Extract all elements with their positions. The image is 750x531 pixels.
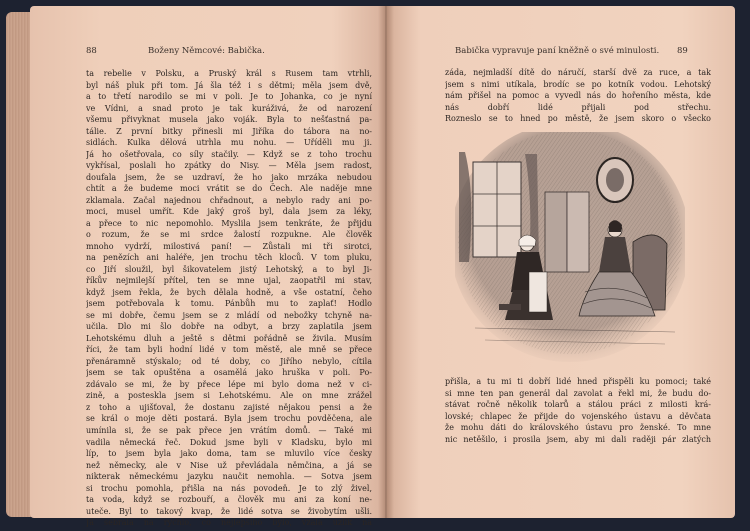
text-line: přišla, a tu mi ti dobří lidé hned přispěli ku pomoci; také	[445, 377, 711, 386]
text-line: jsem se tak opuštěna a osamělá jako hruška v poli. Po-	[86, 368, 372, 378]
book-gutter	[378, 6, 394, 518]
text-line: chtít a že budeme moci vrátit se do Čech. Ale naděje mne	[86, 184, 372, 194]
text-line: ve Vídni, a snad proto je tak kuráživá, že od narození	[86, 103, 372, 113]
text-line: ta voda, když se rozbouří, a člověk mu ani za koní ne-	[86, 495, 372, 505]
page-number-left: 88	[86, 46, 97, 56]
text-line: ta rebelie v Polsku, a Pruský král s Rusem tam vtrhli,	[86, 69, 372, 78]
text-line: Já sebrala na rychlo, co nejlepšího bylo, vzala uzlík na	[86, 518, 372, 528]
text-line: říkův nejmilejší přítel, ten se mne ujal, zaopatřil mi stav,	[86, 276, 372, 286]
right-body-text-bottom	[445, 376, 711, 445]
running-title-right: Babička vypravuje paní kněžně o své minulosti.	[455, 46, 660, 56]
text-line: mnoho vydrží, milostivá paní! — Zůstali mi tři sirotci,	[86, 241, 372, 251]
text-line: jsem s nimi utíkala, brodíc se po kotník vodou. Lehotský	[445, 79, 711, 89]
text-line: moci, musel umřít. Kde jaký groš byl, dala jsem za léky,	[86, 207, 372, 217]
text-line: zdávalo se mi, že by přece lépe mi bylo doma než v ci-	[86, 379, 372, 389]
text-line: když jsem řekla, že bych dělala hodně, a vše ostatní, čeho	[86, 287, 372, 297]
text-line: o rozum, že se mi srdce žalostí rozpukne. Ale člověk	[86, 230, 372, 240]
text-line: zině, a posteskla jsem si Lehotskému. Ale on mne zrážel	[86, 391, 372, 401]
text-line: nikterak německému jazyku naučit nemohla. — Sotva jsem	[86, 472, 372, 482]
text-line: líp, to jsem byla jako doma, tam se mluvilo více česky	[86, 449, 372, 459]
text-line: doufala jsem, že se uzdraví, že ho jako mrzáka nebudou	[86, 172, 372, 182]
text-line: byl náš pluk při tom. Já šla též i s dětmi; měla jsem dvě,	[86, 80, 372, 90]
text-line: nic netěšilo, i prosila jsem, aby mi dali raději pár zlatých	[445, 434, 711, 444]
text-line: jsem potřebovala k tomu. Pánbůh mu to zaplať! Hodlo	[86, 299, 372, 309]
text-line: Lehotskému dluh a ještě s dětmi pořádně se živila. Musím	[86, 333, 372, 343]
illustration-image	[455, 132, 685, 369]
text-line: se mi dobře, čemu jsem se z mládí od nebožky tchyně na-	[86, 310, 372, 320]
text-line: si mne ten pan generál dal zavolat a řekl mi, že budu do-	[445, 388, 711, 398]
text-line: že mohu dáti do královského ústavu pro ženské. To mne	[445, 423, 711, 433]
text-line: si trochu pomohla, přišla na nás povodeň. Je to zlý živel,	[86, 483, 372, 493]
text-line: nás dobří lidé přijali pod střechu.	[445, 102, 711, 112]
text-line: a přece to nic nepomohlo. Myslila jsem tenkráte, že přijdu	[86, 218, 372, 228]
text-line: než německy, ale v Nise už převládala němčina, a já se	[86, 460, 372, 470]
text-line: učila. Dlo mi šlo dobře na odbyt, a brzy zaplatila jsem	[86, 322, 372, 332]
right-body-text-top	[445, 67, 711, 125]
text-line: vykřísal, poslali ho zpátky do Nisy. — Měla jsem radost,	[86, 161, 372, 171]
right-page	[385, 6, 735, 518]
text-line: a to třetí narodilo se mi v poli. Je to Johanka, co je nyní	[86, 92, 372, 102]
running-title-left: Boženy Němcové: Babička.	[148, 46, 265, 56]
text-line: co Jiří sloužil, byl šikovatelem jistý Lehotský, a to byl Ji-	[86, 264, 372, 274]
text-line: záda, nejmladší dítě do náručí, starší dvě za ruce, a tak	[445, 68, 711, 77]
left-page	[30, 6, 385, 528]
left-body-text	[86, 68, 372, 529]
page-number-right: 89	[677, 46, 688, 56]
text-line: se král o moje děti postará. Byla jsem trochu povděčena, ale	[86, 414, 372, 424]
text-line: Já ho ošetřovala, co síly stačily. — Když se z toho trochu	[86, 149, 372, 159]
text-line: lovské; chlapec že přijde do vojenského ústavu a děvčata	[445, 411, 711, 421]
text-line: říci, že tam byli hodní lidé v tom městě, ale mně se přece	[86, 345, 372, 355]
text-line: z toho a ujišťoval, že dostanu zajisté nějakou pensi a že	[86, 402, 372, 412]
text-line: zklamala. Začal najednou chřadnout, a nebylo rady ani po-	[86, 195, 372, 205]
text-line: přenáramně stýskalo; od té doby, co Jiřího nebylo, cítila	[86, 356, 372, 366]
text-line: Rozneslo se to hned po městě, že jsem skoro o všecko	[445, 114, 711, 124]
text-line: všemu přivyknat musela jako voják. Byla to nešťastná pa-	[86, 115, 372, 125]
text-line: uteče. Byl to takový kvap, že lidé sotva se živobytím ušli.	[86, 506, 372, 516]
text-line: nám přišel na pomoc a vyvedl nás do hořeního města, kde	[445, 91, 711, 101]
text-line: stávat ročně několik tolarů a stálou práci z milosti krá-	[445, 400, 711, 410]
text-line: tálie. Z první bitky přinesli mi Jiříka do tábora na no-	[86, 126, 372, 136]
text-line: umínila si, že se pak přece jen vrátím domů. — Také mi	[86, 425, 372, 435]
text-line: vadila německá řeč. Dokud jsme byli v Kladsku, bylo mi	[86, 437, 372, 447]
text-line: na penězích ani haléře, jen trochu těch kloců. V tom pluku,	[86, 253, 372, 263]
text-line: sidlách. Kulka dělová utrhla mu nohu. — Uříděli mu ji.	[86, 138, 372, 148]
